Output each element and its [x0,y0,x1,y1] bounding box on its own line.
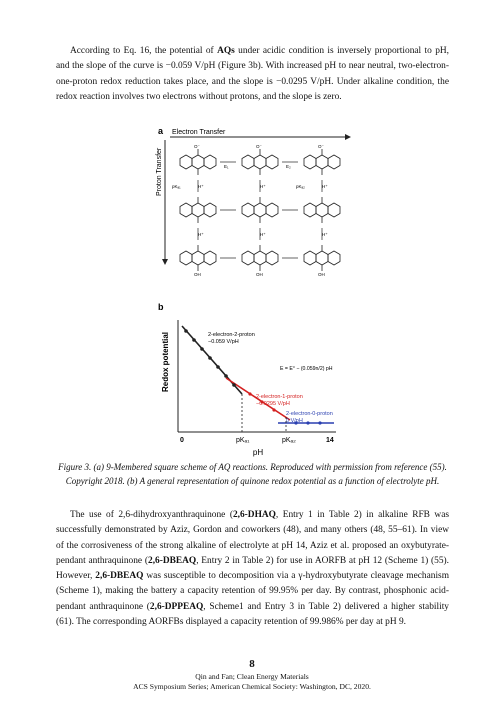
data-point [200,347,204,351]
anthraquinone-structure [242,251,278,265]
figure-caption: Figure 3. (a) 9-Membered square scheme of AQ reactions. Reproduced with permission from reference (55). Copyright 2018. (b) A general representation of quinone redox potential as a function of electrolyte pH. [58,462,447,486]
x-axis-label: pH [252,448,264,457]
compound-dbeaq-2: 2,6-DBEAQ [95,571,144,582]
h-plus-label: H⁺ [322,232,328,237]
o-minus-label: O⁻ [194,144,200,149]
anthraquinone-structure [242,203,278,217]
panel-b-label: b [158,302,164,312]
text-run: was susceptible to decomposition via a γ-hydroxybutyrate cleavage mechanism (Scheme 1), making the battery a capacity retention of 99.95% per day. By contrast, phosphonic acid-pendant anthraquinone ( [56,571,450,612]
label-2e2p: 2-electron-2-proton [208,332,255,338]
h-plus-label: H⁺ [260,232,266,237]
data-point [232,383,236,387]
text-run: , Entry 1 in Table 2) in alkaline RFB was successfully demonstrated by Aziz, Gordon and coworkers (48), and many others (48, 55–61). In view of the corrosiveness of the strong alkaline of electrolyte at pH 14, Aziz et al. proposed an oxybutyrate-pendant anthraquinone ( [56,510,450,566]
figure-3 [150,124,362,460]
compound-dppeaq: 2,6-DPPEAQ [149,601,204,612]
y-axis-label: Redox potential [161,331,170,392]
compound-dbeaq: 2,6-DBEAQ [148,555,197,566]
oh-label: OH [194,272,201,277]
o-minus-label: O⁻ [256,144,262,149]
anthraquinone-structure [304,251,340,265]
h-plus-label: H⁺ [198,184,204,189]
label-2e0p-slope: 0 V/pH [286,418,303,424]
label-2e0p: 2-electron-0-proton [286,411,333,417]
text-run: , Entry 2 in Table 2) for use in AORFB at pH 12 (Scheme 1) (55). However, [56,555,450,582]
data-point [192,338,196,342]
x-tick-pka1: pKₐ₁ [236,437,250,444]
data-point [216,365,220,369]
h-plus-label: H⁺ [322,184,328,189]
electron-transfer-label: Electron Transfer [172,129,226,136]
oh-label: OH [256,272,263,277]
data-point [248,392,251,395]
label-2e1p-slope: −0.0295 V/pH [256,401,290,407]
anthraquinone-structure [180,203,216,217]
paragraph-intro [56,44,449,105]
proton-transfer-label: Proton Transfer [156,147,163,196]
data-point [224,374,228,378]
panel-a-label: a [158,126,164,136]
x-tick-14: 14 [326,437,334,444]
e1-label: E₁ [224,164,229,169]
data-point [318,421,321,424]
anthraquinone-structure [304,155,340,169]
compound-aqs: AQs [217,46,235,56]
text-run: According to Eq. 16, the potential of [70,46,218,56]
e2-label: E₂ [286,164,291,169]
x-tick-pka2: pKₐ₂ [282,437,296,444]
compound-dhaq: 2,6-DHAQ [232,510,276,520]
nernst-equation: E = E° − (0.059n/2) pH [280,366,333,372]
anthraquinone-structure [304,203,340,217]
data-point [306,421,309,424]
anthraquinone-square-scheme [180,149,340,271]
pka1-label: pKₐ₁ [172,184,181,189]
anthraquinone-structure [180,251,216,265]
data-point [184,329,188,333]
data-point [272,408,275,411]
x-tick-0: 0 [180,437,184,444]
text-run: , Scheme1 and Entry 3 in Table 2) delivered a higher stability (61). The corresponding AORFBs displayed a capacity retention of 99.986% per day at pH 9. [56,601,449,628]
footer-citation: Qin and Fan; Clean Energy Materials [195,672,309,681]
text-run: The use of 2,6-dihydroxyanthraquinone ( [70,510,233,520]
label-2e1p: 2-electron-1-proton [256,394,303,400]
scheme-labels [172,144,328,277]
footer-publisher: ACS Symposium Series; American Chemical Society: Washington, DC, 2020. [133,682,371,691]
o-minus-label: O⁻ [318,144,324,149]
h-plus-label: H⁺ [198,232,204,237]
h-plus-label: H⁺ [260,184,266,189]
anthraquinone-structure [242,155,278,169]
data-point [208,356,212,360]
label-2e2p-slope: −0.059 V/pH [208,339,239,345]
oh-label: OH [318,272,325,277]
page-number: 8 [249,658,255,670]
paragraph-dhaq [56,508,449,630]
anthraquinone-structure [180,155,216,169]
pka2-label: pKₐ₂ [296,184,305,189]
text-run: under acidic condition is inversely proportional to pH, and the slope of the curve is −0.059 V/pH (Figure 3b). With increased pH to near neutral, two-electron-one-proton redox reduction takes place, and the slope is −0.0295 V/pH. Under alkaline condition, the redox reaction involves two electrons without protons, and the slope is zero. [56,46,449,102]
